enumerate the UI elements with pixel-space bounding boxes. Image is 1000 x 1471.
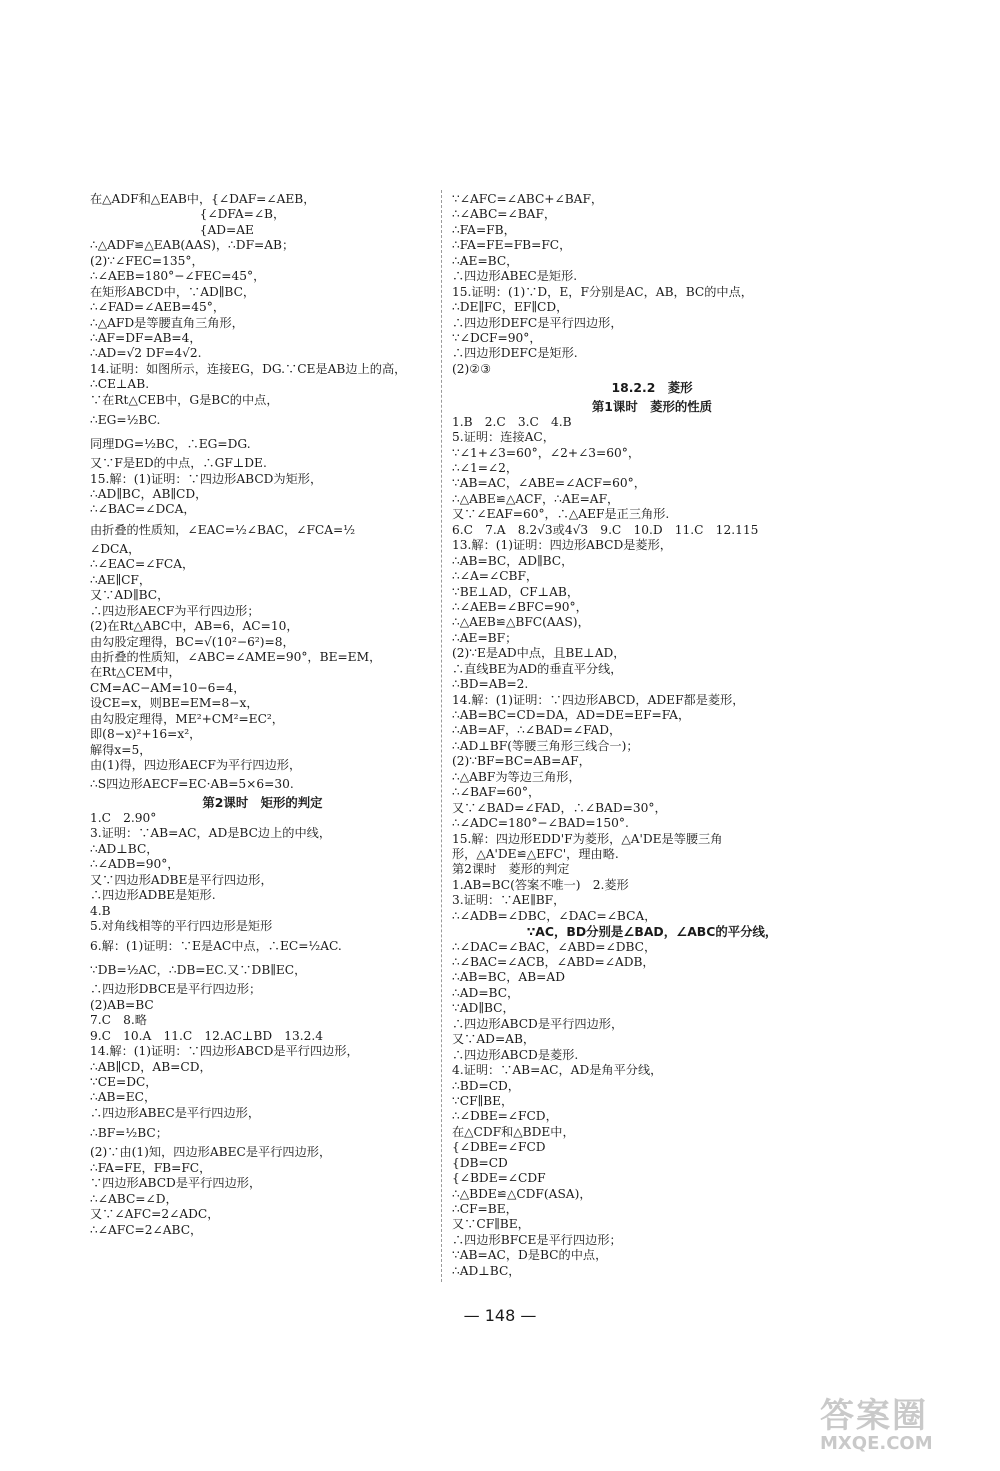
text-line: ∵在Rt△CEB中，G是BC的中点， bbox=[90, 392, 279, 407]
text-line: (2)∵∠FEC=135°， bbox=[90, 253, 204, 268]
text-line: 即(8−x)²+16=x²， bbox=[90, 727, 202, 742]
text-line: ∴∠BAF=60°， bbox=[452, 785, 541, 800]
text-line: ∵AD∥BC， bbox=[452, 1001, 515, 1016]
text-line: ∴AD=BC， bbox=[452, 985, 520, 1000]
text-line: ∴AB=EC， bbox=[90, 1090, 157, 1105]
text-line: ∴AB=BC=CD=DA，AD=DE=EF=FA， bbox=[452, 708, 691, 722]
text-line: 1.C 2.90° bbox=[90, 810, 157, 825]
text-line: 14.解：(1)证明：∵四边形ABCD是平行四边形， bbox=[90, 1044, 359, 1059]
watermark-cn: 答案圈 bbox=[820, 1396, 928, 1436]
text-line: ∴四边形DEFC是平行四边形， bbox=[452, 315, 623, 330]
text-line: 由勾股定理得，ME²+CM²=EC²， bbox=[90, 711, 284, 726]
text-line: ∴△BDE≌△CDF(ASA)， bbox=[452, 1186, 592, 1201]
text-line: 又∵F是ED的中点，∴GF⊥DE. bbox=[90, 456, 267, 471]
text-line: 1.B 2.C 3.C 4.B bbox=[452, 414, 572, 429]
text-line: ∴∠AEB=180°−∠FEC=45°， bbox=[90, 269, 266, 284]
text-line: ∴四边形ABCD是平行四边形， bbox=[452, 1016, 624, 1031]
text-line: {DB=CD bbox=[452, 1155, 508, 1170]
text-line: 同理DG=½BC，∴EG=DG. bbox=[90, 437, 251, 452]
text-line: ∴FA=FE=FB=FC， bbox=[452, 238, 572, 253]
text-line: ∴∠ABC=∠D， bbox=[90, 1191, 178, 1206]
text-line: ∵CF∥BE， bbox=[452, 1093, 514, 1108]
text-line: ∴△AEB≌△BFC(AAS)， bbox=[452, 615, 590, 630]
text-line: ∵四边形ABCD是平行四边形， bbox=[90, 1176, 262, 1191]
text-line: ∴AD⊥BC， bbox=[452, 1263, 521, 1278]
text-line: 15.解：(1)证明：∵四边形ABCD为矩形， bbox=[90, 471, 323, 486]
text-line: 14.解：(1)证明：∵四边形ABCD，ADEF都是菱形， bbox=[452, 692, 745, 707]
text-line: 在△CDF和△BDE中， bbox=[452, 1124, 575, 1139]
text-line: 9.C 10.A 11.C 12.AC⊥BD 13.2.4 bbox=[90, 1028, 324, 1043]
text-line: ∴CE⊥AB. bbox=[90, 377, 150, 392]
text-line: ∴AD⊥BC， bbox=[90, 841, 159, 856]
text-line: ∴∠ADB=90°， bbox=[90, 857, 180, 872]
text-line: 又∵四边形ADBE是平行四边形， bbox=[90, 872, 273, 887]
text-line: ∵∠1+∠3=60°，∠2+∠3=60°， bbox=[452, 445, 641, 460]
text-line: 1.AB=BC(答案不唯一) 2.菱形 bbox=[452, 877, 629, 892]
text-line: ∴四边形ABEC是平行四边形， bbox=[90, 1105, 261, 1120]
text-line: 由(1)得，四边形AECF为平行四边形， bbox=[90, 758, 302, 772]
page-number: — 148 — bbox=[463, 1306, 537, 1325]
text-line: {∠DFA=∠B， bbox=[90, 207, 286, 222]
text-line: ∴AE=BF； bbox=[452, 630, 518, 645]
text-line: 又∵AD∥BC， bbox=[90, 588, 170, 603]
text-line: ∴AD∥BC，AB∥CD， bbox=[90, 487, 208, 501]
text-line: 在矩形ABCD中，∵AD∥BC， bbox=[90, 284, 256, 299]
text-line: ∴AB=BC，AB=AD bbox=[452, 970, 565, 985]
text-line: 3.证明：∵AE∥BF， bbox=[452, 893, 566, 908]
text-line: ∴∠ABC=∠BAF， bbox=[452, 207, 557, 222]
text-line: 第2课时 矩形的判定 bbox=[202, 795, 323, 811]
text-line: 15.解：四边形EDD'F为菱形，△A'DE是等腰三角 bbox=[452, 831, 723, 846]
column-divider bbox=[441, 190, 442, 1282]
text-line: ∴BD=CD， bbox=[452, 1078, 520, 1093]
text-line: ∵CE=DC， bbox=[90, 1075, 158, 1089]
text-line: ∴FA=FB， bbox=[452, 222, 516, 237]
text-line: 18.2.2 菱形 bbox=[611, 380, 693, 396]
text-line: ∠DCA， bbox=[90, 541, 141, 556]
text-line: ∴四边形ABCD是菱形. bbox=[452, 1047, 579, 1062]
text-line: ∴FA=FE，FB=FC， bbox=[90, 1160, 212, 1175]
text-line: CM=AC−AM=10−6=4， bbox=[90, 680, 246, 695]
text-line: (2)AB=BC bbox=[90, 997, 154, 1012]
text-line: ∴∠DBE=∠FCD， bbox=[452, 1109, 558, 1124]
text-line: 形，△A'DE≌△EFC'，理由略. bbox=[452, 846, 619, 861]
text-line: (2)在Rt△ABC中，AB=6，AC=10， bbox=[90, 619, 299, 634]
text-line: ∴BD=AB=2. bbox=[452, 677, 529, 692]
text-line: ∴BF=½BC； bbox=[90, 1126, 168, 1141]
text-line: ∴AB∥CD，AB=CD， bbox=[90, 1059, 212, 1074]
text-line: ∴四边形BFCE是平行四边形； bbox=[452, 1232, 622, 1247]
text-line: 由折叠的性质知，∠EAC=½∠BAC，∠FCA=½ bbox=[90, 522, 356, 537]
text-line: {∠DBE=∠FCD bbox=[452, 1140, 546, 1155]
watermark-en: MXQE.COM bbox=[820, 1433, 933, 1454]
text-line: {AD=AE bbox=[90, 222, 254, 237]
text-line: ∴AB=AF，∴∠BAD=∠FAD， bbox=[452, 723, 622, 738]
text-line: 在△ADF和△EAB中，{∠DAF=∠AEB， bbox=[90, 192, 316, 206]
text-line: 6.C 7.A 8.2√3或4√3 9.C 10.D 11.C 12.115 bbox=[452, 522, 759, 537]
text-line: ∴△ADF≌△EAB(AAS)，∴DF=AB； bbox=[90, 238, 295, 253]
text-line: 解得x=5， bbox=[90, 742, 152, 757]
text-line: (2)②③ bbox=[452, 361, 492, 376]
text-line: 设CE=x，则BE=EM=8−x， bbox=[90, 696, 259, 711]
left-column bbox=[90, 192, 435, 1238]
text-line: 由勾股定理得，BC=√(10²−6²)=8， bbox=[90, 634, 295, 649]
text-line: ∴∠ADC=180°−∠BAD=150°. bbox=[452, 816, 629, 831]
text-line: ∴△AFD是等腰直角三角形， bbox=[90, 315, 244, 330]
text-line: ∴AD=√2 DF=4√2. bbox=[90, 346, 202, 361]
text-line: ∴四边形AECF为平行四边形； bbox=[90, 603, 260, 618]
text-line: ∴DE∥FC，EF∥CD， bbox=[452, 300, 569, 315]
watermark-logo bbox=[820, 1388, 980, 1458]
text-line: ∵DB=½AC，∴DB=EC.又∵DB∥EC， bbox=[90, 963, 307, 978]
text-line: ∴S四边形AECF=EC·AB=5×6=30. bbox=[90, 777, 294, 792]
text-line: ∴△ABF为等边三角形， bbox=[452, 769, 581, 784]
text-line: ∵AB=AC，D是BC的中点， bbox=[452, 1248, 608, 1263]
text-line: ∴∠DAC=∠BAC，∠ABD=∠DBC， bbox=[452, 939, 657, 954]
text-line: 5.证明：连接AC， bbox=[452, 430, 555, 445]
text-line: (2)∵BF=BC=AB=AF， bbox=[452, 754, 591, 769]
text-line: ∵AB=AC，∠ABE=∠ACF=60°， bbox=[452, 476, 646, 491]
text-line: 在Rt△CEM中， bbox=[90, 665, 181, 680]
text-line: ∵∠DCF=90°， bbox=[452, 330, 542, 345]
text-line: ∴四边形ADBE是矩形. bbox=[90, 888, 216, 903]
text-line: ∴∠FAD=∠AEB=45°， bbox=[90, 300, 226, 315]
text-line: 又∵CF∥BE， bbox=[452, 1217, 530, 1232]
text-line: ∵∠AFC=∠ABC+∠BAF， bbox=[452, 192, 604, 206]
text-line: 3.证明：∵AB=AC，AD是BC边上的中线， bbox=[90, 826, 332, 841]
text-line: ∴四边形DEFC是矩形. bbox=[452, 346, 578, 361]
text-line: 6.解：(1)证明：∵E是AC中点，∴EC=½AC. bbox=[90, 939, 342, 954]
text-line: (2)∵E是AD中点，且BE⊥AD， bbox=[452, 646, 626, 661]
text-line: ∴∠AFC=2∠ABC， bbox=[90, 1222, 203, 1237]
text-line: ∴四边形DBCE是平行四边形； bbox=[90, 982, 262, 997]
text-line: ∴∠BAC=∠DCA， bbox=[90, 502, 196, 517]
text-line: ∴AB=BC，AD∥BC， bbox=[452, 553, 574, 568]
text-line: ∴EG=½BC. bbox=[90, 413, 161, 428]
text-line: 第1课时 菱形的性质 bbox=[591, 399, 713, 415]
text-line: 又∵∠AFC=2∠ADC， bbox=[90, 1207, 220, 1222]
text-line: 4.证明：∵AB=AC，AD是角平分线， bbox=[452, 1063, 663, 1078]
text-line: ∵BE⊥AD，CF⊥AB， bbox=[452, 584, 580, 599]
text-line: (2)∵由(1)知，四边形ABEC是平行四边形， bbox=[90, 1145, 332, 1160]
text-line: ∴AE∥CF， bbox=[90, 572, 152, 587]
text-line: ∴四边形ABEC是矩形. bbox=[452, 269, 578, 284]
text-line: 7.C 8.略 bbox=[90, 1013, 147, 1028]
text-line: ∴直线BE为AD的垂直平分线， bbox=[452, 661, 623, 676]
text-line: ∴∠AEB=∠BFC=90°， bbox=[452, 599, 588, 614]
text-line: ∴CF=BE， bbox=[452, 1202, 518, 1216]
text-line: 5.对角线相等的平行四边形是矩形 bbox=[90, 918, 273, 933]
text-line: 4.B bbox=[90, 903, 111, 918]
right-column bbox=[452, 192, 852, 1279]
text-line: ∴AE=BC， bbox=[452, 253, 519, 268]
text-line: ∴∠A=∠CBF， bbox=[452, 569, 539, 584]
text-line: 14.证明：如图所示，连接EG，DG.∵CE是AB边上的高， bbox=[90, 361, 407, 376]
text-line: ∴△ABE≌△ACF，∴AE=AF， bbox=[452, 491, 620, 506]
text-line: 15.证明：(1)∵D，E，F分别是AC，AB，BC的中点， bbox=[452, 284, 753, 299]
text-line: ∴∠ADB=∠DBC，∠DAC=∠BCA， bbox=[452, 908, 657, 923]
text-line: 又∵∠BAD=∠FAD，∴∠BAD=30°， bbox=[452, 800, 667, 815]
text-line: ∴∠1=∠2， bbox=[452, 461, 519, 475]
text-line: 又∵∠EAF=60°，∴△AEF是正三角形. bbox=[452, 507, 670, 522]
text-line: 第2课时 菱形的判定 bbox=[452, 862, 570, 877]
text-line: ∴∠EAC=∠FCA， bbox=[90, 557, 195, 572]
text-line: ∵AC，BD分别是∠BAD，∠ABC的平分线， bbox=[526, 924, 778, 940]
text-line: {∠BDE=∠CDF bbox=[452, 1171, 546, 1186]
text-line: 13.解：(1)证明：四边形ABCD是菱形， bbox=[452, 538, 672, 553]
text-line: ∴AD⊥BF(等腰三角形三线合一)； bbox=[452, 738, 639, 753]
text-line: 由折叠的性质知，∠ABC=∠AME=90°，BE=EM， bbox=[90, 649, 382, 664]
text-line: ∴∠BAC=∠ACB，∠ABD=∠ADB， bbox=[452, 955, 655, 969]
text-line: 又∵AD=AB， bbox=[452, 1032, 536, 1047]
text-line: ∴AF=DF=AB=4， bbox=[90, 330, 202, 345]
